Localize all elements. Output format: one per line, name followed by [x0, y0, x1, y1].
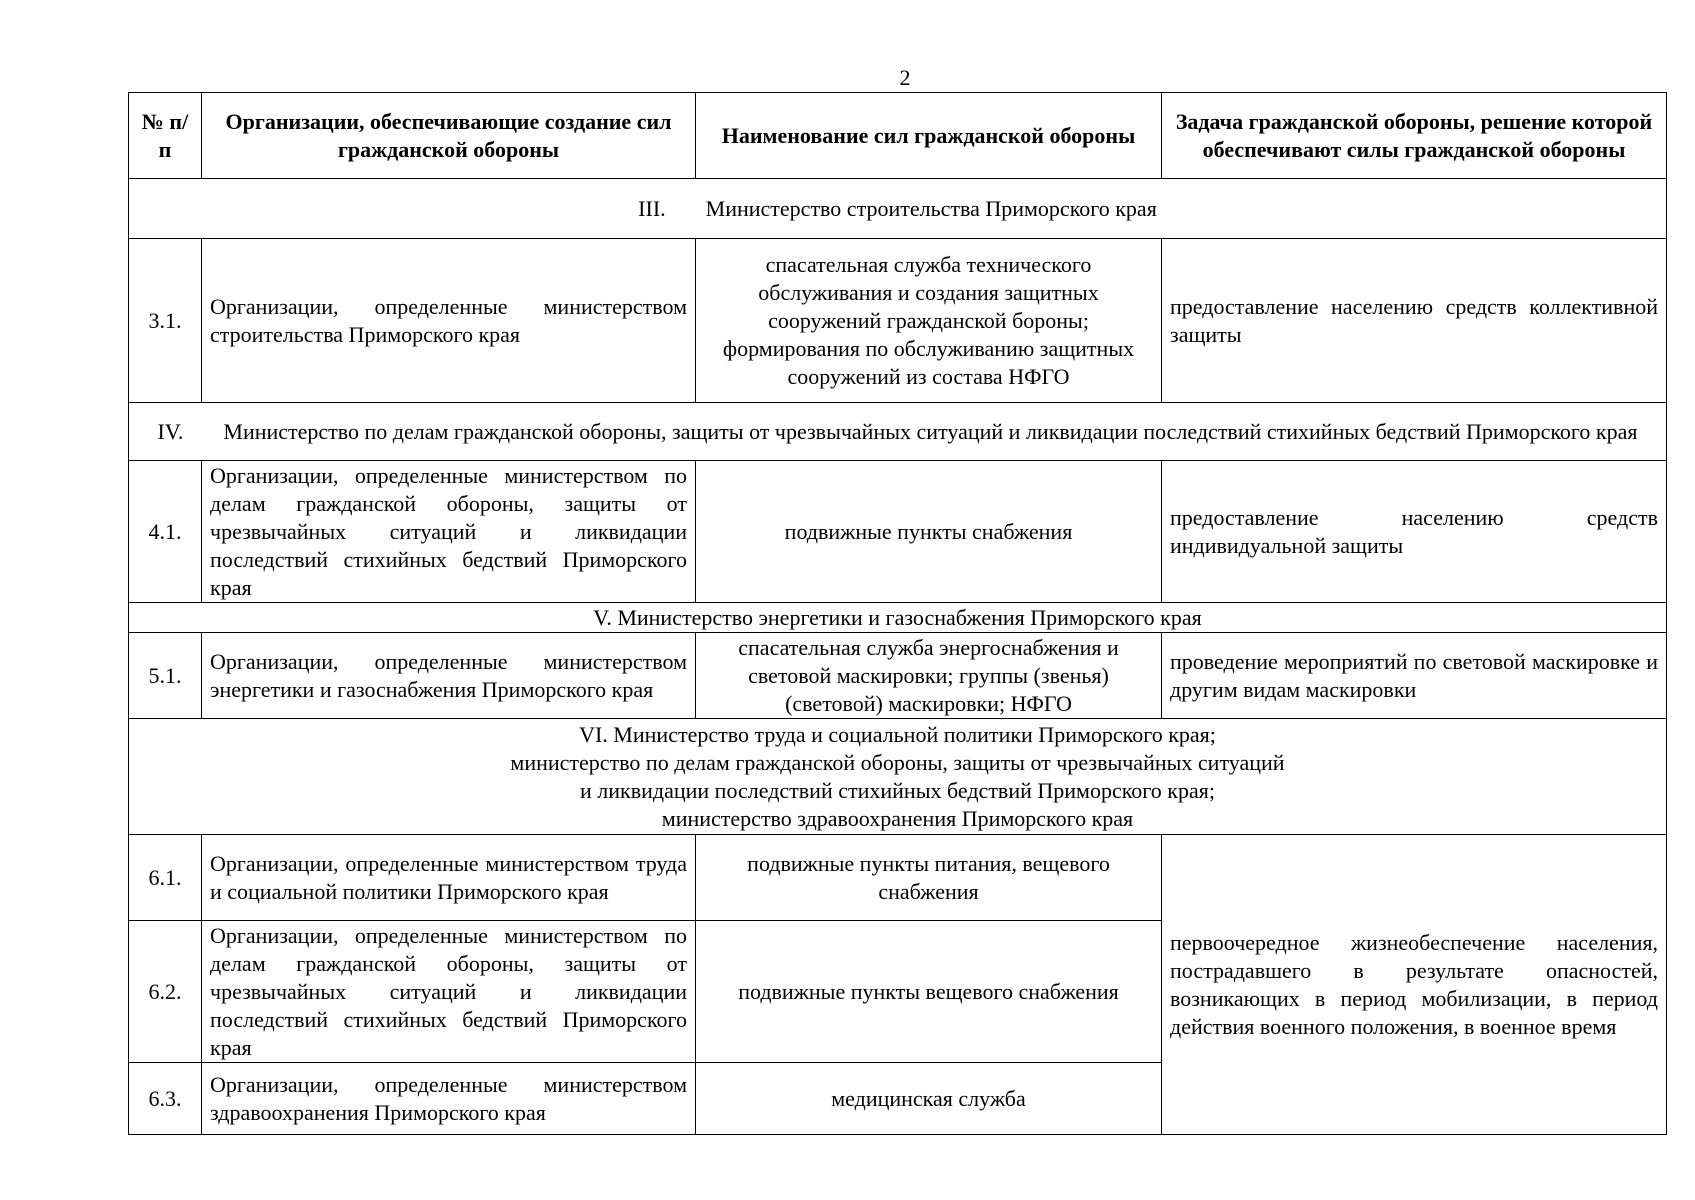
table-row: [129, 239, 1667, 403]
section-number: IV.: [157, 418, 184, 444]
row-task-shared: первоочередное жизнеобеспечение населения, пострадавшего в результате опасностей, возникающих в период мобилизации, в период действия военного положения, в военное время: [1162, 835, 1667, 1135]
row-task: предоставление населению средств коллективной защиты: [1162, 239, 1667, 403]
row-organization: Организации, определенные министерством по делам гражданской обороны, защиты от чрезвычайных ситуаций и ликвидации последствий стихийных бедствий Приморского края: [202, 461, 696, 603]
section-number: III.: [638, 195, 666, 221]
section-title: Министерство по делам гражданской обороны, защиты от чрезвычайных ситуаций и ликвидации последствий стихийных бедствий Приморского края: [223, 418, 1638, 444]
header-forces: Наименование сил гражданской обороны: [696, 93, 1162, 179]
row-forces: подвижные пункты снабжения: [696, 461, 1162, 603]
section-title-v: V. Министерство энергетики и газоснабжения Приморского края: [129, 603, 1667, 633]
section-row-iv: [129, 403, 1667, 461]
row-number: 6.2.: [129, 921, 202, 1063]
table-row: [129, 633, 1667, 719]
row-organization: Организации, определенные министерством здравоохранения Приморского края: [202, 1063, 696, 1135]
section-title-line: министерство здравоохранения Приморского края: [661, 805, 1134, 831]
section-title-line: и ликвидации последствий стихийных бедствий Приморского края;: [580, 777, 1215, 803]
table-row: [129, 835, 1667, 921]
table-row: [129, 461, 1667, 603]
section-title-iii: [129, 179, 1667, 239]
row-task: проведение мероприятий по световой маскировке и другим видам маскировки: [1162, 633, 1667, 719]
row-number: 6.3.: [129, 1063, 202, 1135]
row-number: 3.1.: [129, 239, 202, 403]
row-organization: Организации, определенные министерством по делам гражданской обороны, защиты от чрезвычайных ситуаций и ликвидации последствий стихийных бедствий Приморского края: [202, 921, 696, 1063]
row-forces: медицинская служба: [696, 1063, 1162, 1135]
section-title-iv: [129, 403, 1667, 461]
header-task: Задача гражданской обороны, решение которой обеспечивают силы гражданской обороны: [1162, 93, 1667, 179]
row-number: 4.1.: [129, 461, 202, 603]
header-organizations: Организации, обеспечивающие создание сил гражданской обороны: [202, 93, 696, 179]
header-num: № п/п: [129, 93, 202, 179]
row-number: 5.1.: [129, 633, 202, 719]
section-title-line: министерство по делам гражданской обороны, защиты от чрезвычайных ситуаций: [510, 749, 1285, 775]
row-forces: подвижные пункты питания, вещевого снабжения: [696, 835, 1162, 921]
section-row-vi: [129, 719, 1667, 835]
section-row-iii: [129, 179, 1667, 239]
row-forces: спасательная служба технического обслуживания и создания защитных сооружений гражданской бороны; формирования по обслуживанию защитных сооружений из состава НФГО: [696, 239, 1162, 403]
table-header-row: [129, 93, 1667, 179]
section-row-v: [129, 603, 1667, 633]
row-organization: Организации, определенные министерством энергетики и газоснабжения Приморского края: [202, 633, 696, 719]
page-number: 2: [899, 65, 911, 90]
row-organization: Организации, определенные министерством строительства Приморского края: [202, 239, 696, 403]
row-organization: Организации, определенные министерством труда и социальной политики Приморского края: [202, 835, 696, 921]
row-forces: подвижные пункты вещевого снабжения: [696, 921, 1162, 1063]
section-title-vi: [129, 719, 1667, 835]
section-title-line: VI. Министерство труда и социальной политики Приморского края;: [579, 721, 1216, 747]
row-number: 6.1.: [129, 835, 202, 921]
civil-defense-table: [128, 92, 1667, 1135]
row-task: предоставление населению средств индивидуальной защиты: [1162, 461, 1667, 603]
section-title: Министерство строительства Приморского края: [705, 195, 1157, 221]
row-forces: спасательная служба энергоснабжения и световой маскировки; группы (звенья) (световой) маскировки; НФГО: [696, 633, 1162, 719]
